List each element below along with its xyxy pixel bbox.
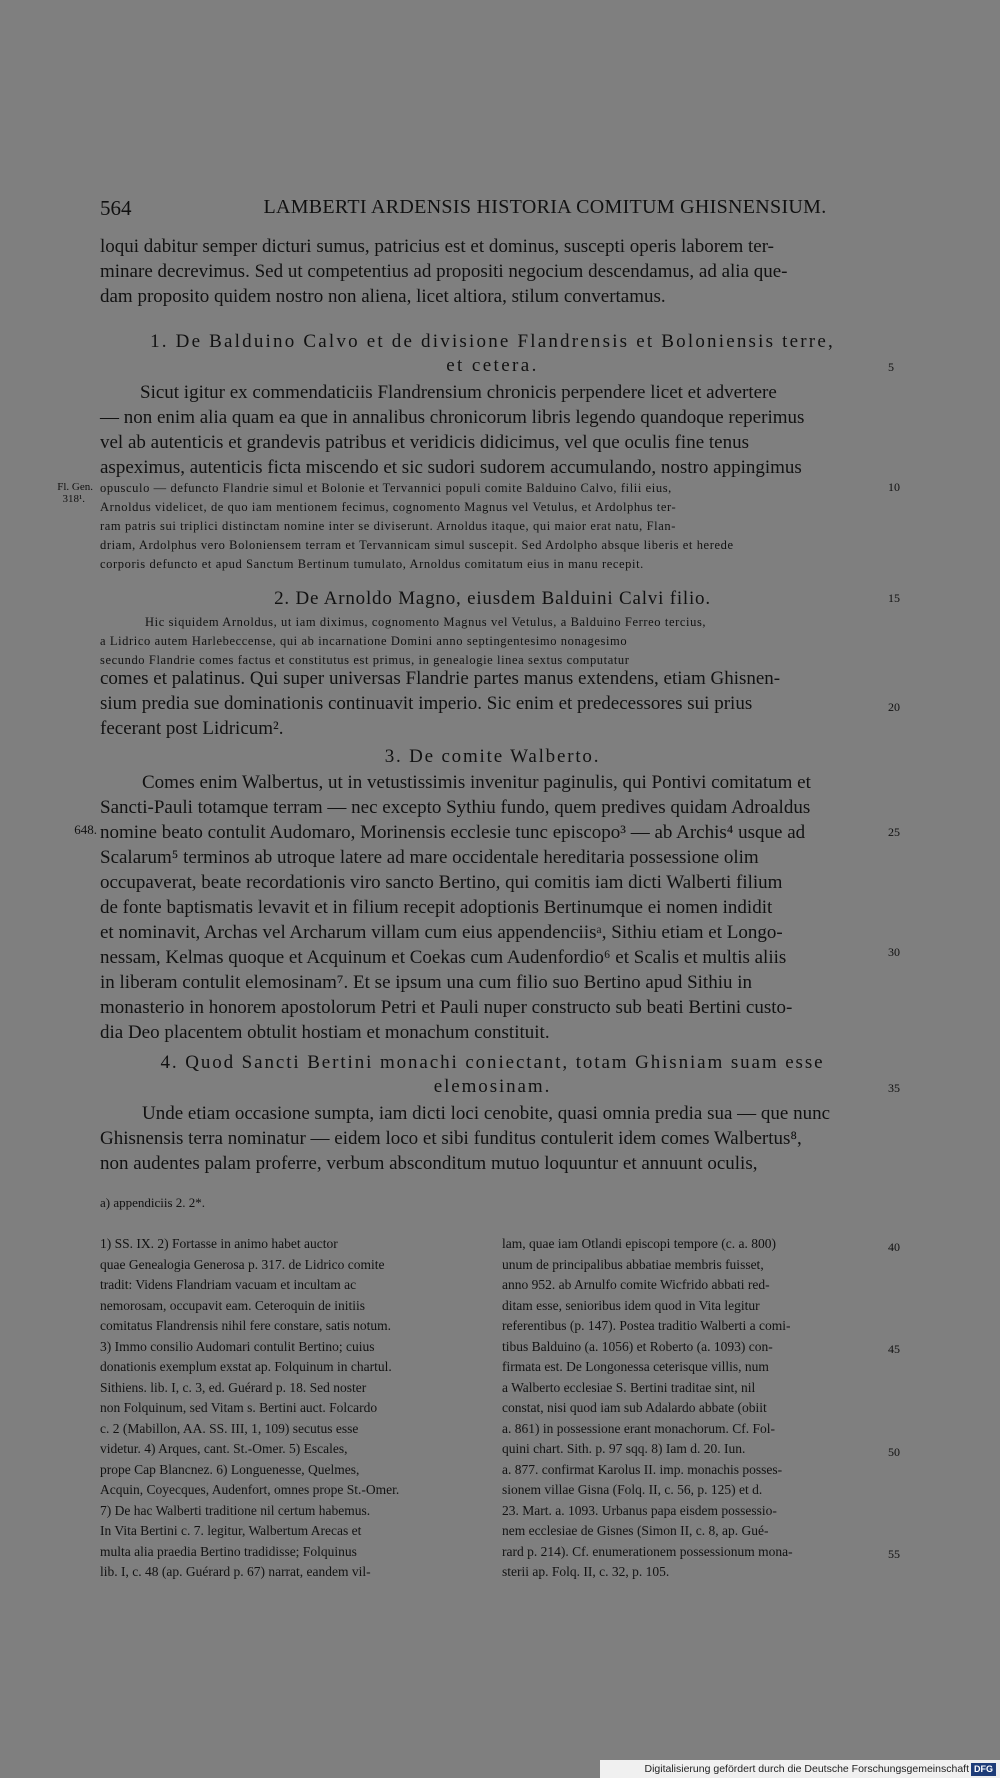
small-text-line: opusculo — defuncto Flandrie simul et Bolonie et Tervannici populi comite Balduino Calvo, filii eius, (100, 481, 672, 495)
footnote-line: sterii ap. Folq. II, c. 32, p. 105. (502, 1564, 670, 1579)
chapter-1-small-text (100, 479, 885, 574)
chapter-3-heading: 3. De comite Walberto. (384, 746, 601, 767)
footnote-line: 3) Immo consilio Audomari contulit Bertino; cuius (100, 1338, 375, 1354)
footnote-line: tibus Balduino (a. 1056) et Roberto (a. 1093) con- (502, 1338, 773, 1354)
footnote-line: videtur. 4) Arques, cant. St.-Omer. 5) Escales, (100, 1441, 348, 1456)
footnote-line: 1) SS. IX. 2) Fortasse in animo habet auctor (100, 1236, 338, 1251)
line-number: 45 (888, 1342, 900, 1356)
text-line: nomine beato contulit Audomaro, Morinensis ecclesie tunc episcopo³ — ab Archis⁴ usque ad (100, 822, 806, 843)
funding-footer (600, 1760, 1000, 1778)
footnote-line: a Walberto ecclesiae S. Bertini traditae sint, nil (502, 1379, 756, 1395)
chapter-1-body (100, 380, 885, 480)
chapter-4-heading-line-1: 4. Quod Sancti Bertini monachi coniectant, totam Ghisniam suam esse (160, 1052, 825, 1073)
footnote-line: nem ecclesiae de Gisnes (Simon II, c. 8, ap. Gué- (502, 1523, 769, 1538)
small-text-line: driam, Ardolphus vero Boloniensem terram et Tervannicam simul suscepit. Sed Ardolpho absque liberis et herede (100, 538, 734, 552)
footnote-line: comitatus Flandrensis nihil fere constare, satis notum. (100, 1318, 391, 1333)
footnote-line: rard p. 214). Cf. enumerationem possessionum mona- (502, 1543, 793, 1559)
line-number: 25 (888, 825, 900, 839)
footnote-line: a. 877. confirmat Karolus II. imp. monachis posses- (502, 1461, 783, 1477)
text-line: non audentes palam proferre, verbum absconditum mutuo loquuntur et annuunt oculis, (100, 1153, 758, 1174)
small-text-line: a Lidrico autem Harlebeccense, qui ab incarnatione Domini anno septingentesimo nonagesimo (100, 634, 628, 648)
text-line: vel ab autenticis et grandevis patribus et veridicis didicimus, vel que oculis fine tenus (100, 432, 749, 453)
line-number: 35 (888, 1081, 900, 1095)
text-line: — non enim alia quam ea que in annalibus chronicorum libris legendo quandoque reperimus (100, 407, 805, 428)
text-line: comes et palatinus. Qui super universas Flandrie partes manus extendens, etiam Ghisnen- (100, 668, 781, 689)
footnote-line: lib. I, c. 48 (ap. Guérard p. 67) narrat, eandem vil- (100, 1564, 371, 1579)
small-text-line: Arnoldus videlicet, de quo iam mentionem fecimus, cognomento Magnus vel Vetulus, et Ardolphus ter- (100, 500, 677, 514)
text-line: et nominavit, Archas vel Archarum villam cum eius appendenciisᵃ, Sithiu etiam et Longo- (100, 922, 783, 943)
footnote-line: donationis exemplum exstat ap. Folquinum in chartul. (100, 1359, 392, 1374)
text-line: nessam, Kelmas quoque et Acquinum et Coekas cum Audenfordio⁶ et Scalis et multis aliis (100, 947, 787, 968)
text-line: Sancti-Pauli totamque terram — nec excepto Sythiu fundo, quem predives quidam Adroaldus (100, 797, 811, 818)
footnote-line: referentibus (p. 147). Postea traditio Walberti a comi- (502, 1318, 791, 1333)
footnote-line: anno 952. ab Arnulfo comite Wicfrido abbati red- (502, 1277, 770, 1292)
line-number: 15 (888, 591, 900, 605)
chapter-4-heading-line-2: elemosinam. (433, 1076, 552, 1097)
dfg-logo: DFG (971, 1763, 996, 1776)
chapter-1-heading-line-2: et cetera. (446, 355, 539, 376)
critical-apparatus: a) appendiciis 2. 2*. (100, 1195, 206, 1210)
margin-note-ref: 318¹. (62, 493, 85, 505)
chapter-4-body (100, 1101, 885, 1176)
text-line: dam proposito quidem nostro non aliena, licet altiora, stilum convertamus. (100, 286, 666, 307)
footnote-line: tradit: Videns Flandriam vacuam et incultam ac (100, 1277, 357, 1292)
footnote-line: nemorosam, occupavit eam. Ceteroquin de initiis (100, 1297, 366, 1313)
line-number: 20 (888, 700, 900, 714)
text-line: aspeximus, autenticis ficta miscendo et sic sudori sudorem accumulando, nostro appingimus (100, 457, 802, 478)
text-line: fecerant post Lidricum². (100, 718, 284, 739)
footnote-line: quae Genealogia Generosa p. 317. de Lidrico comite (100, 1256, 385, 1272)
text-line: Ghisnensis terra nominatur — eidem loco et sibi funditus contulerit idem comes Walbertus⁸, (100, 1128, 802, 1149)
funding-text: Digitalisierung gefördert durch die Deutsche Forschungsgemeinschaft (644, 1763, 969, 1775)
footnote-line: sionem villae Gisna (Folq. II, c. 56, p. 125) et d. (502, 1482, 763, 1497)
small-text-line: Hic siquidem Arnoldus, ut iam diximus, cognomento Magnus vel Vetulus, a Balduino Ferreo tercius, (145, 615, 707, 629)
running-title: LAMBERTI ARDENSIS HISTORIA COMITUM GHISNENSIUM. (263, 196, 827, 218)
page-header (100, 196, 900, 222)
footnote-line: quini chart. Sith. p. 97 sqq. 8) Iam d. 20. Iun. (502, 1441, 746, 1456)
margin-page-648: 648. (74, 822, 97, 837)
footnote-line: Sithiens. lib. I, c. 3, ed. Guérard p. 18. Sed noster (100, 1379, 367, 1395)
chapter-2-small-text (100, 613, 885, 670)
line-number: 30 (888, 945, 900, 959)
text-line: Scalarum⁵ terminos ab utroque latere ad mare occidentale hereditaria possessione olim (100, 847, 759, 868)
text-line: in liberam contulit elemosinam⁷. Et se ipsum una cum filio suo Bertino apud Sithiu in (100, 972, 753, 993)
line-number: 10 (888, 480, 900, 494)
text-line: de fonte baptismatis levavit et in filium recepit adoptionis Bertinumque ei nomen indidit (100, 897, 773, 918)
line-number: 50 (888, 1445, 900, 1459)
chapter-3-body (100, 770, 885, 1045)
footnote-line: firmata est. De Longonessa ceterisque villis, num (502, 1359, 769, 1374)
footnote-line: non Folquinum, sed Vitam s. Bertini auct. Folcardo (100, 1400, 378, 1415)
line-number: 40 (888, 1240, 900, 1254)
footnote-line: prope Cap Blancnez. 6) Longuenesse, Quelmes, (100, 1461, 360, 1477)
small-text-line: corporis defuncto et apud Sanctum Bertinum tumulato, Arnoldus comitatum eius in manu recepit. (100, 557, 644, 571)
footnote-line: In Vita Bertini c. 7. legitur, Walbertum Arecas et (100, 1523, 362, 1538)
footnote-line: constat, nisi quod iam sub Adalardo abbate (obiit (502, 1400, 767, 1415)
line-number: 5 (888, 360, 894, 374)
footnote-line: lam, quae iam Otlandi episcopi tempore (c. a. 800) (502, 1236, 777, 1251)
footnote-line: ditam esse, senioribus idem quod in Vita legitur (502, 1297, 760, 1313)
text-line: monasterio in honorem apostolorum Petri et Pauli nuper constructo sub beati Bertini custo- (100, 997, 793, 1018)
text-line: minare decrevimus. Sed ut competentius ad propositi negocium descendamus, ad alia que- (100, 261, 788, 282)
text-line: dia Deo placentem obtulit hostiam et monachum constituit. (100, 1022, 550, 1043)
footnote-line: 7) De hac Walberti traditione nil certum habemus. (100, 1502, 371, 1518)
footnotes-right-column (502, 1234, 884, 1583)
margin-note-source: Fl. Gen. (57, 481, 93, 493)
text-line: Sicut igitur ex commendaticiis Flandrensium chronicis perpendere licet et advertere (140, 382, 777, 403)
chapter-2-body (100, 666, 885, 741)
footnotes-left-column (100, 1234, 482, 1583)
margin-note-fl-gen (48, 481, 93, 505)
text-line: Comes enim Walbertus, ut in vetustissimis invenitur paginulis, qui Pontivi comitatum et (142, 772, 811, 793)
small-text-line: ram patris sui triplici distinctam nomine inter se diviserunt. Arnoldus itaque, qui maior erat natu, Flan- (100, 519, 676, 533)
intro-paragraph (100, 234, 885, 309)
text-line: occupaverat, beate recordationis viro sancto Bertino, qui comitis iam dicti Walberti filium (100, 872, 783, 893)
footnote-line: a. 861) in possessione erant monachorum. Cf. Fol- (502, 1420, 775, 1436)
chapter-1-heading-line-1: 1. De Balduino Calvo et de divisione Flandrensis et Boloniensis terre, (150, 331, 835, 352)
line-number: 55 (888, 1547, 900, 1561)
text-line: sium predia sue dominationis continuavit imperio. Sic enim et predecessores sui prius (100, 693, 753, 714)
text-line: loqui dabitur semper dicturi sumus, patricius est et dominus, suscepti operis laborem ter- (100, 236, 774, 257)
chapter-2-heading: 2. De Arnoldo Magno, eiusdem Balduini Calvi filio. (274, 588, 711, 609)
footnote-line: unum de principalibus abbatiae membris fuisset, (502, 1256, 764, 1272)
small-text-line: secundo Flandrie comes factus et constitutus est primus, in genealogie linea sextus computatur (100, 653, 630, 667)
footnote-line: Acquin, Coyecques, Audenfort, omnes prope St.-Omer. (100, 1482, 400, 1497)
footnote-line: 23. Mart. a. 1093. Urbanus papa eisdem possessio- (502, 1502, 777, 1518)
page-number: 564 (100, 196, 132, 220)
text-line: Unde etiam occasione sumpta, iam dicti loci cenobite, quasi omnia predia sua — que nunc (142, 1103, 831, 1124)
footnote-line: multa alia praedia Bertino tradidisse; Folquinus (100, 1543, 357, 1559)
footnote-line: c. 2 (Mabillon, AA. SS. III, 1, 109) secutus esse (100, 1420, 359, 1436)
